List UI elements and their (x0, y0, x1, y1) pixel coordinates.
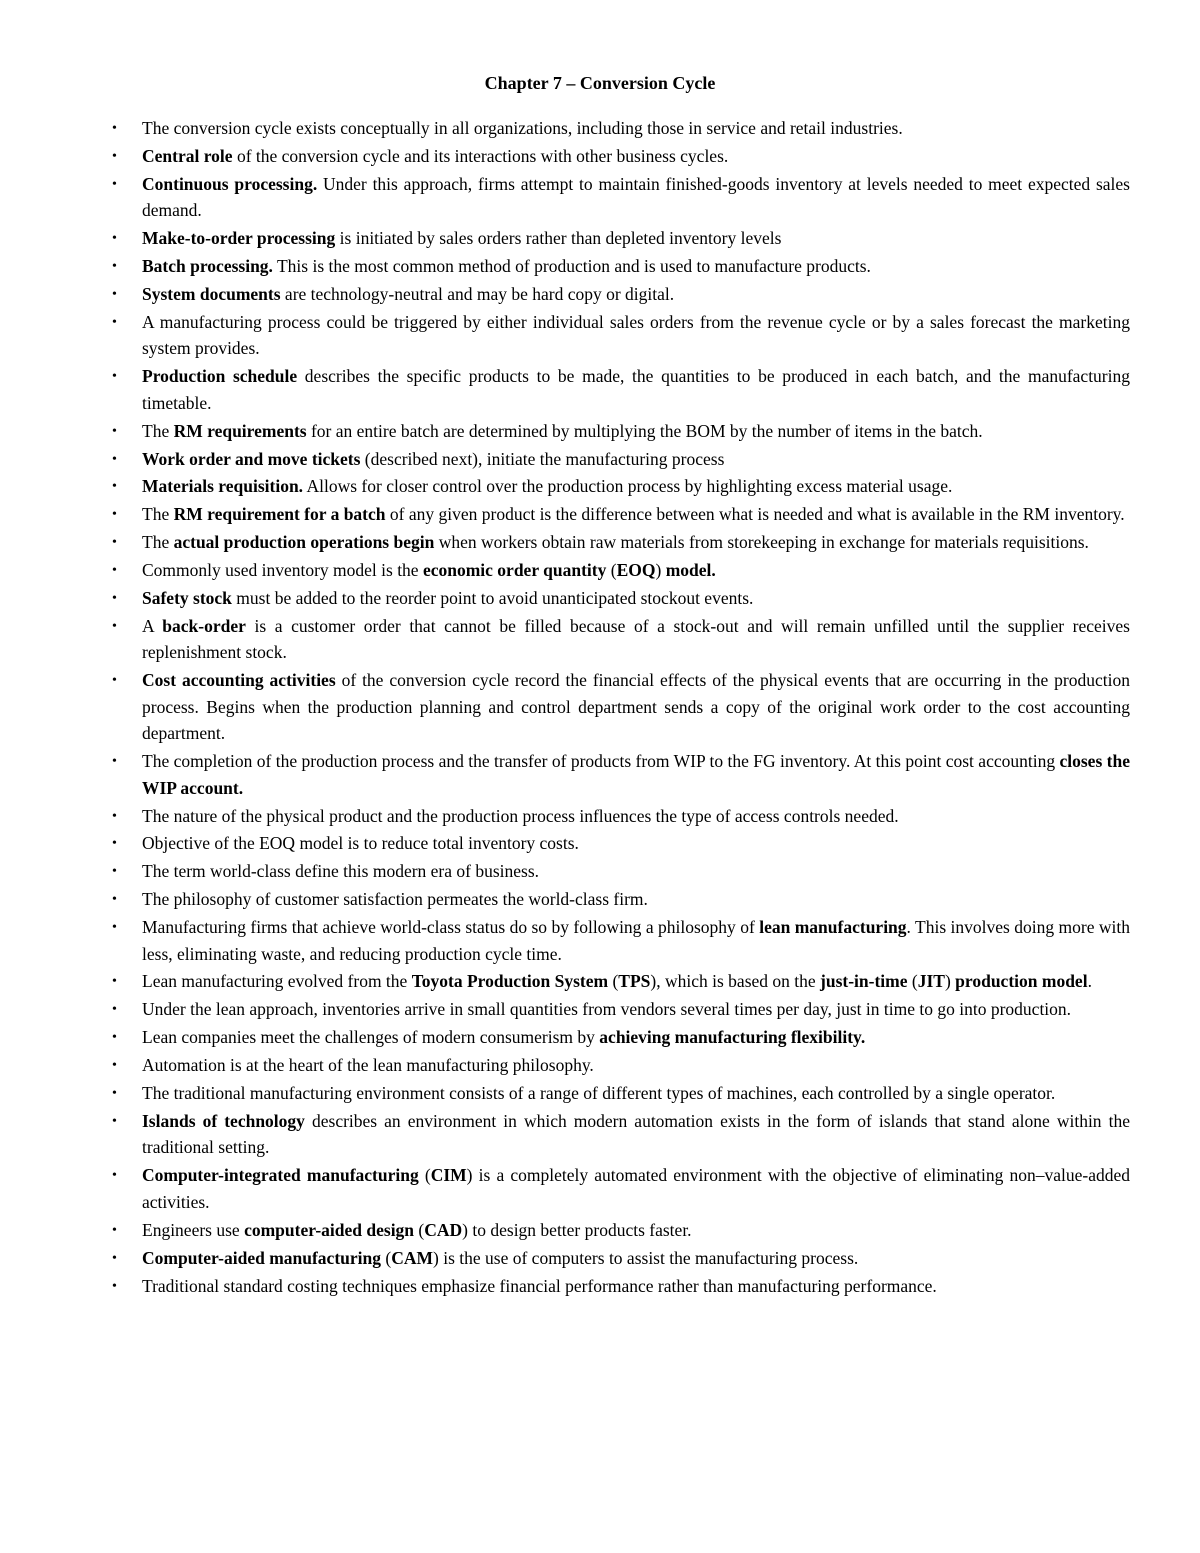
bold-term: achieving manufacturing flexibility. (599, 1027, 866, 1048)
bold-term: Cost accounting activities (142, 670, 336, 691)
item-text: This is the most common method of production and is used to manufacture products. (272, 256, 871, 277)
bullet-icon: • (112, 369, 117, 385)
bullet-icon: • (112, 423, 117, 439)
bullet-icon: • (112, 864, 117, 880)
item-text: The (142, 532, 174, 553)
list-item (0, 473, 1200, 500)
bold-term: Make-to-order processing (142, 228, 336, 249)
bold-term: Computer-aided manufacturing (142, 1247, 382, 1268)
item-text: of the conversion cycle record the financial effects of the physical events that are occurring in the production process. Begins when the production planning and control department sends a copy of the original work order to the cost accounting department. (142, 670, 1130, 744)
list-item (0, 501, 1200, 528)
bullet-icon: • (112, 1058, 117, 1074)
item-text: Allows for closer control over the production process by highlighting excess material usage. (303, 476, 953, 497)
item-text: are technology-neutral and may be hard copy or digital. (280, 283, 675, 304)
bullet-icon: • (112, 148, 117, 164)
bold-term: computer-aided design (244, 1219, 415, 1240)
item-text: ), which is based on the (650, 971, 821, 992)
bold-term: production model (955, 971, 1088, 992)
list-item (0, 803, 1200, 830)
bullet-icon: • (112, 451, 117, 467)
item-text: The conversion cycle exists conceptually in all organizations, including those in service and retail industries. (142, 118, 903, 138)
item-text: Under this approach, firms attempt to maintain finished-goods inventory at levels needed to meet expected sales demand. (142, 173, 1130, 221)
item-text: Engineers use (142, 1219, 245, 1240)
item-text: The nature of the physical product and the production process influences the type of access controls needed. (142, 805, 899, 826)
list-item (0, 115, 1200, 142)
item-text: of any given product is the difference between what is needed and what is available in the RM inventory. (385, 504, 1125, 525)
bold-term: CIM (430, 1165, 467, 1186)
list-item (0, 1273, 1200, 1300)
bold-term: CAM (391, 1247, 434, 1268)
page-title: Chapter 7 – Conversion Cycle (484, 73, 716, 93)
item-text: Lean manufacturing evolved from the (142, 971, 412, 992)
item-text: A (142, 615, 163, 636)
bullet-icon: • (112, 259, 117, 275)
item-text: The (142, 504, 174, 525)
bullet-icon: • (112, 1222, 117, 1238)
bullet-icon: • (112, 231, 117, 247)
item-text: The philosophy of customer satisfaction permeates the world-class firm. (142, 889, 648, 910)
bold-term: CAD (424, 1219, 463, 1240)
bold-term: lean manufacturing (759, 917, 907, 938)
item-text: Commonly used inventory model is the (142, 560, 423, 581)
bullet-icon: • (112, 1086, 117, 1102)
bullet-icon: • (112, 121, 117, 136)
bullet-icon: • (112, 892, 117, 908)
bullet-icon: • (112, 974, 117, 990)
item-text: . This involves doing more with less, eliminating waste, and reducing production cycle time. (142, 917, 1130, 964)
item-text: ) to design better products faster. (462, 1219, 692, 1240)
item-text: is initiated by sales orders rather than depleted inventory levels (335, 228, 782, 249)
bullet-icon: • (112, 286, 117, 302)
bullet-list (0, 115, 1200, 1300)
item-text: ) (944, 971, 956, 992)
bold-term: economic order quantity (422, 560, 607, 581)
list-item (0, 1052, 1200, 1079)
bold-term: Safety stock (142, 587, 232, 608)
list-item (0, 996, 1200, 1023)
item-text: ( (608, 971, 619, 992)
bullet-icon: • (112, 507, 117, 523)
item-text: ) (655, 560, 666, 581)
bold-term: Central role (142, 145, 233, 166)
item-text: (described next), initiate the manufacturing process (360, 448, 725, 469)
bold-term: Continuous processing. (142, 173, 318, 194)
bullet-icon: • (112, 808, 117, 824)
item-text: ( (418, 1165, 431, 1186)
bold-term: Materials requisition. (142, 476, 304, 497)
bullet-icon: • (112, 1278, 117, 1294)
bullet-icon: • (112, 618, 117, 634)
list-item (0, 1108, 1200, 1161)
item-text: The term world-class define this modern era of business. (142, 861, 540, 882)
bullet-icon: • (112, 590, 117, 606)
item-text: ( (414, 1219, 425, 1240)
bold-term: closes the WIP account. (142, 751, 1130, 798)
item-text: ( (907, 971, 918, 992)
bullet-icon: • (112, 673, 117, 689)
bold-term: model. (665, 560, 716, 581)
item-text: A manufacturing process could be triggered by either individual sales orders from the revenue cycle or by a sales forecast the marketing system provides. (142, 311, 1130, 359)
list-item (0, 1245, 1200, 1272)
bullet-icon: • (112, 1168, 117, 1184)
item-text: ( (606, 560, 617, 581)
item-text: Manufacturing firms that achieve world-class status do so by following a philosophy of (142, 917, 760, 938)
item-text: Under the lean approach, inventories arrive in small quantities from vendors several times per day, just in time to go into production. (142, 999, 1072, 1020)
bold-term: Production schedule (142, 366, 298, 387)
bold-term: JIT (917, 971, 945, 992)
list-item (0, 1024, 1200, 1051)
list-item (0, 1080, 1200, 1107)
list-item (0, 529, 1200, 556)
item-text: Automation is at the heart of the lean manufacturing philosophy. (142, 1055, 594, 1076)
bold-term: Batch processing. (142, 256, 273, 277)
item-text: ( (381, 1247, 392, 1268)
list-item (0, 171, 1200, 224)
item-text: The (142, 420, 174, 441)
item-text: must be added to the reorder point to avoid unanticipated stockout events. (231, 587, 754, 608)
list-item (0, 1162, 1200, 1215)
item-text: The completion of the production process and the transfer of products from WIP to the FG inventory. At this point cost accounting (142, 751, 1060, 772)
bullet-icon: • (112, 1250, 117, 1266)
list-item (0, 143, 1200, 170)
list-item (0, 968, 1200, 995)
bullet-icon: • (112, 535, 117, 551)
list-item (0, 858, 1200, 885)
item-text: ) is a completely automated environment with the objective of eliminating non–value-added activities. (142, 1165, 1131, 1212)
item-text: Objective of the EOQ model is to reduce total inventory costs. (142, 833, 579, 854)
bold-term: back-order (162, 615, 246, 636)
list-item (0, 667, 1200, 747)
bold-term: Work order and move tickets (142, 448, 361, 469)
item-text: when workers obtain raw materials from storekeeping in exchange for materials requisitions. (434, 532, 1089, 553)
bold-term: actual production operations begin (173, 532, 435, 553)
list-item (0, 585, 1200, 612)
list-item (0, 914, 1200, 967)
item-text: describes an environment in which modern automation exists in the form of islands that stand alone within the traditional setting. (142, 1110, 1131, 1158)
item-text: describes the specific products to be made, the quantities to be produced in each batch, and the manufacturing timetable. (142, 366, 1130, 413)
bold-term: RM requirement for a batch (173, 504, 386, 525)
list-item (0, 253, 1200, 280)
item-text: is a customer order that cannot be filled because of a stock-out and will remain unfilled until the supplier receives replenishment stock. (142, 615, 1130, 663)
bullet-icon: • (112, 1030, 117, 1046)
list-item (0, 1217, 1200, 1244)
bullet-icon: • (112, 479, 117, 495)
list-item (0, 748, 1200, 801)
bullet-icon: • (112, 920, 117, 936)
list-item (0, 309, 1200, 362)
item-text: . (1087, 971, 1092, 992)
bullet-icon: • (112, 563, 117, 579)
bullet-icon: • (112, 1002, 117, 1018)
bold-term: TPS (618, 971, 651, 992)
list-item (0, 418, 1200, 445)
list-item (0, 557, 1200, 584)
bullet-icon: • (112, 754, 117, 770)
item-text: Traditional standard costing techniques emphasize financial performance rather than manufacturing performance. (142, 1275, 937, 1296)
list-item (0, 281, 1200, 308)
item-text: ) is the use of computers to assist the manufacturing process. (433, 1247, 859, 1268)
bold-term: Islands of technology (142, 1110, 305, 1131)
bullet-icon: • (112, 836, 117, 852)
bold-term: RM requirements (173, 420, 307, 441)
bold-term: just-in-time (820, 971, 908, 992)
bullet-icon: • (112, 314, 117, 330)
item-text: for an entire batch are determined by multiplying the BOM by the number of items in the batch. (306, 420, 983, 441)
item-text: The traditional manufacturing environment consists of a range of different types of machines, each controlled by a single operator. (142, 1083, 1056, 1104)
bullet-icon: • (112, 1113, 117, 1129)
bold-term: System documents (142, 283, 281, 304)
list-item (0, 446, 1200, 473)
item-text: of the conversion cycle and its interactions with other business cycles. (232, 145, 729, 166)
bold-term: Toyota Production System (411, 971, 609, 992)
list-item (0, 363, 1200, 416)
bullet-icon: • (112, 176, 117, 192)
list-item (0, 886, 1200, 913)
item-text: Lean companies meet the challenges of modern consumerism by (142, 1027, 600, 1048)
list-item (0, 613, 1200, 666)
list-item (0, 830, 1200, 857)
bold-term: EOQ (616, 560, 656, 581)
bold-term: Computer-integrated manufacturing (142, 1165, 419, 1186)
list-item (0, 225, 1200, 252)
